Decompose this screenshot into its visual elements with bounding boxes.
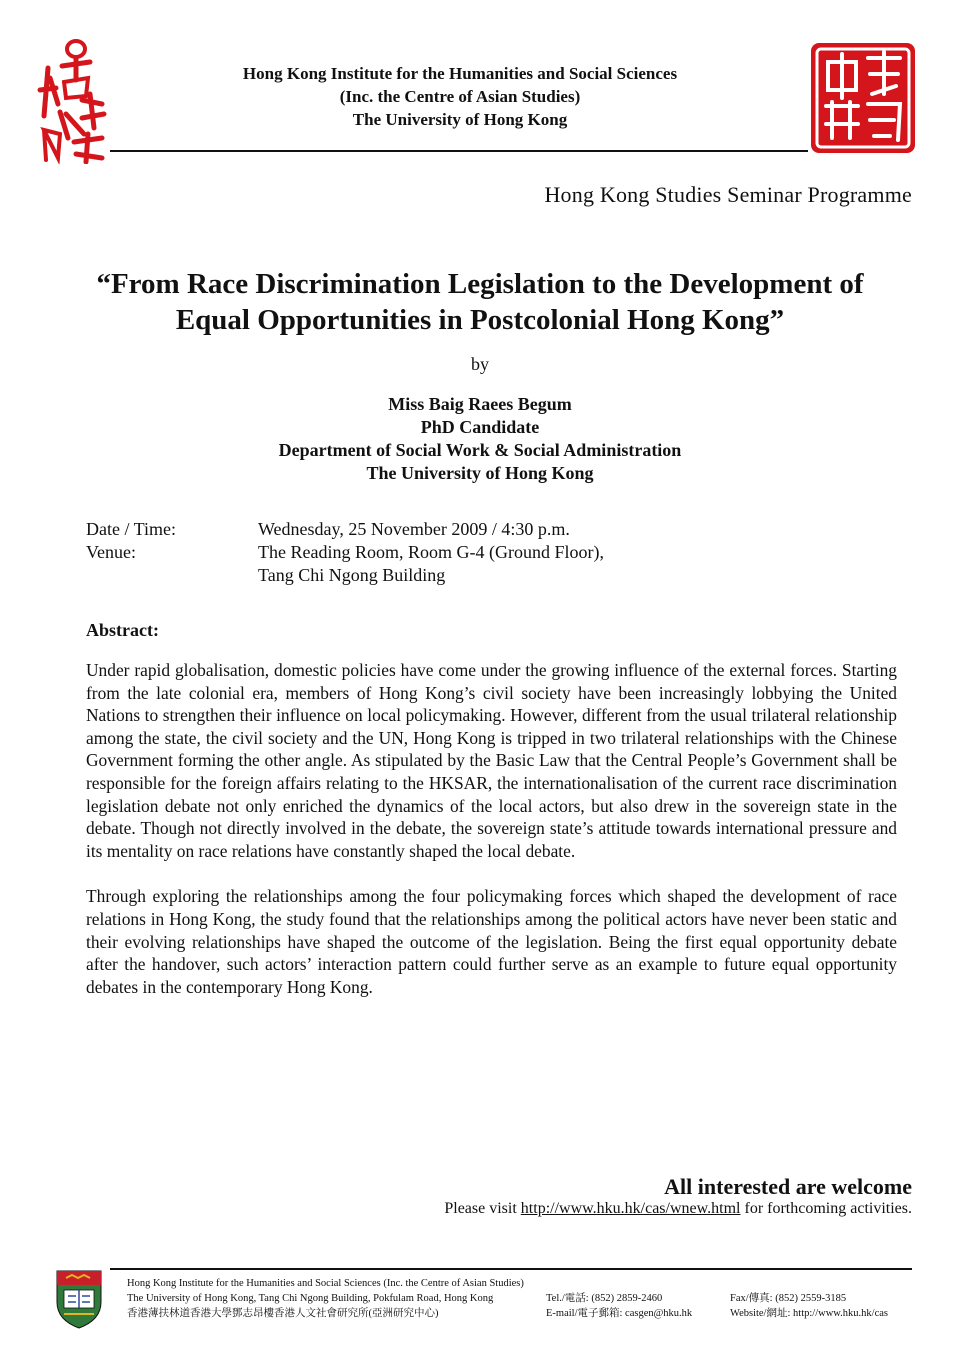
footer-website[interactable]: Website/網址: http://www.hku.hk/cas <box>730 1308 888 1319</box>
visit-note <box>444 1200 912 1218</box>
footer-tel: Tel./電話: (852) 2859-2460 <box>546 1293 663 1304</box>
footer-address-en: The University of Hong Kong, Tang Chi Ngong Building, Pokfulam Road, Hong Kong <box>127 1293 494 1304</box>
visit-prefix: Please visit <box>444 1200 521 1217</box>
footer-institute: Hong Kong Institute for the Humanities and Social Sciences (Inc. the Centre of Asian Studies) <box>127 1278 524 1289</box>
abstract-paragraph-1: Under rapid globalisation, domestic policies have come under the growing influence of the external forces. Starting from the late colonial era, members of Hong Kong’s civil society have been increasingly lobbying the United Nations to strengthen their influence on local policymaking. However, different from the usual trilateral relationship among the state, the civil society and the UN, Hong Kong is tripped in two trilateral relationships with the Chinese Government forming the other angle. As stipulated by the Basic Law that the Central People’s Government shall be responsible for the foreign affairs relating to the HKSAR, the internationalisation of the current race discrimination legislation debate not only enriched the dynamics of the local actors, but also drew in the sovereign state in the debate. Though not directly involved in the debate, the sovereign state’s attitude towards international pressure and its mentality on race relations have constantly shaped the local debate. <box>86 660 897 861</box>
datetime-label: Date / Time: <box>86 519 177 539</box>
footer-divider <box>110 1268 912 1270</box>
abstract-body <box>86 659 897 1021</box>
datetime-row <box>86 518 604 541</box>
footer-address <box>127 1276 524 1321</box>
institute-seal-right <box>808 40 918 156</box>
abstract-paragraph-2: Through exploring the relationships among the four policymaking forces which shaped the development of race relations in Hong Kong, the study found that the relationships among the political actors have never been static and their evolving relationships have shaped the outcome of the legislation. Being the first equal opportunity debate after the handover, such actors’ interaction pattern could further serve as an example to future equal opportunity debates in the contemporary Hong Kong. <box>86 886 897 997</box>
institute-name: Hong Kong Institute for the Humanities and Social Sciences <box>242 64 678 83</box>
by-label: by <box>471 354 489 374</box>
footer-contact-2 <box>730 1291 888 1321</box>
speaker-role: PhD Candidate <box>420 417 540 437</box>
footer-contact <box>546 1291 692 1321</box>
hku-crest-icon <box>54 1268 104 1330</box>
activities-link[interactable]: http://www.hku.hk/cas/wnew.html <box>520 1200 741 1217</box>
venue-value-line-1: The Reading Room, Room G-4 (Ground Floor), <box>258 542 604 562</box>
venue-row-2 <box>86 564 604 587</box>
footer-fax: Fax/傳真: (852) 2559-3185 <box>730 1293 847 1304</box>
speaker-university: The University of Hong Kong <box>366 463 594 483</box>
footer-address-zh: 香港薄扶林道香港大學鄧志昂樓香港人文社會研究所(亞洲研究中心) <box>127 1308 439 1319</box>
title-line-1: “From Race Discrimination Legislation to the Development of <box>96 268 864 300</box>
institute-header <box>110 62 810 131</box>
datetime-value: Wednesday, 25 November 2009 / 4:30 p.m. <box>258 519 570 539</box>
speaker-name: Miss Baig Raees Begum <box>388 394 572 414</box>
title-line-2: Equal Opportunities in Postcolonial Hong Kong” <box>175 304 785 336</box>
venue-label: Venue: <box>86 542 136 562</box>
abstract-heading: Abstract: <box>86 620 159 640</box>
speaker-block <box>0 393 960 485</box>
welcome-message: All interested are welcome <box>664 1174 912 1199</box>
header-divider <box>110 150 808 152</box>
institute-seal-left <box>36 38 110 164</box>
programme-name: Hong Kong Studies Seminar Programme <box>544 182 912 207</box>
venue-row <box>86 541 604 564</box>
visit-suffix: for forthcoming activities. <box>740 1200 912 1217</box>
institute-university: The University of Hong Kong <box>352 110 568 129</box>
footer-email[interactable]: E-mail/電子郵箱: casgen@hku.hk <box>546 1308 693 1319</box>
speaker-department: Department of Social Work & Social Administration <box>278 440 682 460</box>
venue-value-line-2: Tang Chi Ngong Building <box>258 565 446 585</box>
institute-inc: (Inc. the Centre of Asian Studies) <box>339 87 581 106</box>
seminar-title <box>40 266 920 338</box>
event-details <box>86 518 604 587</box>
